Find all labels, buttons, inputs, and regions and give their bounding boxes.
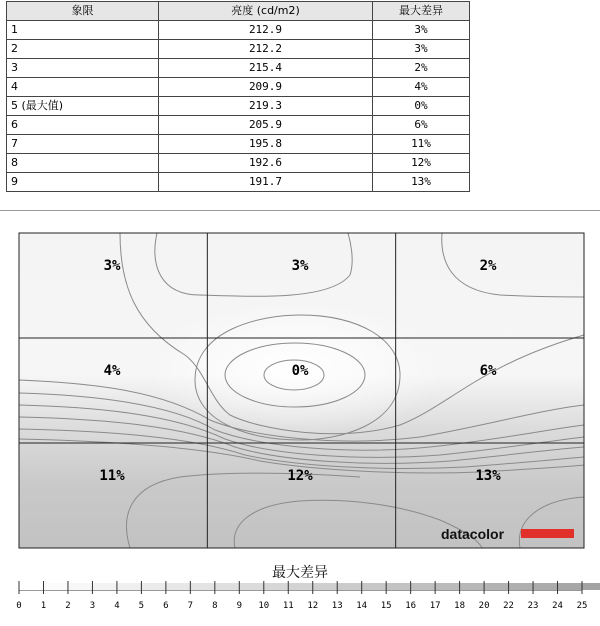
logo-text: datacolor — [441, 526, 505, 542]
scale-tick-label: 25 — [576, 601, 588, 611]
cell-quadrant: 3 — [7, 59, 159, 78]
scale-swatch — [141, 583, 165, 590]
table-row — [7, 40, 470, 59]
scale-tick-label: 24 — [552, 601, 563, 611]
uniformity-heatmap — [0, 215, 600, 560]
cell-brightness: 191.7 — [159, 173, 373, 192]
scale-swatch — [117, 583, 141, 590]
scale-tick-label: 4 — [114, 601, 120, 611]
scale-swatch — [313, 583, 337, 590]
table-header-row — [7, 2, 470, 21]
col-header-max-diff: 最大差异 — [373, 2, 470, 21]
scale-swatch — [337, 583, 361, 590]
scale-tick-label: 15 — [380, 601, 392, 611]
scale-tick-label: 12 — [307, 601, 319, 611]
scale-tick-label: 13 — [331, 601, 343, 611]
table-row — [7, 154, 470, 173]
cell-quadrant: 2 — [7, 40, 159, 59]
scale-swatch — [92, 583, 116, 590]
cell-brightness: 195.8 — [159, 135, 373, 154]
scale-tick-label: 8 — [212, 601, 218, 611]
scale-tick-label: 17 — [429, 601, 441, 611]
cell-brightness: 212.9 — [159, 21, 373, 40]
section-divider — [0, 210, 600, 211]
cell-label: 3% — [103, 258, 121, 274]
cell-max-diff: 13% — [373, 173, 470, 192]
cell-label: 0% — [291, 363, 309, 379]
cell-brightness: 205.9 — [159, 116, 373, 135]
cell-label: 3% — [291, 258, 309, 274]
cell-max-diff: 3% — [373, 40, 470, 59]
scale-tick-label: 0 — [16, 601, 22, 611]
scale-tick-label: 1 — [40, 601, 47, 611]
cell-quadrant: 5 (最大值) — [7, 97, 159, 116]
table-row — [7, 59, 470, 78]
cell-brightness: 212.2 — [159, 40, 373, 59]
cell-quadrant: 8 — [7, 154, 159, 173]
cell-label: 2% — [479, 258, 497, 274]
cell-quadrant: 4 — [7, 78, 159, 97]
scale-title: 最大差异 — [272, 565, 328, 581]
cell-quadrant: 9 — [7, 173, 159, 192]
cell-max-diff: 6% — [373, 116, 470, 135]
uniformity-table — [6, 1, 470, 192]
cell-brightness: 215.4 — [159, 59, 373, 78]
scale-tick-label: 22 — [503, 601, 514, 611]
col-header-quadrant: 象限 — [7, 2, 159, 21]
cell-max-diff: 12% — [373, 154, 470, 173]
scale-swatch — [215, 583, 239, 590]
scale-tick-label: 11 — [282, 601, 294, 611]
scale-swatch — [43, 583, 67, 590]
scale-tick-label: 16 — [405, 601, 417, 611]
table-row — [7, 97, 470, 116]
color-scale — [0, 576, 600, 616]
scale-tick-label: 10 — [258, 601, 270, 611]
scale-swatch — [484, 583, 508, 590]
cell-max-diff: 11% — [373, 135, 470, 154]
table-row — [7, 21, 470, 40]
scale-swatch — [239, 583, 263, 590]
cell-max-diff: 4% — [373, 78, 470, 97]
cell-quadrant: 1 — [7, 21, 159, 40]
cell-label: 12% — [287, 468, 313, 484]
scale-swatch — [582, 583, 600, 590]
scale-swatch — [264, 583, 288, 590]
cell-quadrant: 7 — [7, 135, 159, 154]
scale-tick-label: 14 — [356, 601, 368, 611]
cell-label: 13% — [475, 468, 501, 484]
scale-swatch — [362, 583, 386, 590]
scale-tick-label: 3 — [89, 601, 96, 611]
table-row — [7, 116, 470, 135]
scale-swatch — [411, 583, 435, 590]
scale-swatch — [190, 583, 214, 590]
scale-tick-label: 7 — [187, 601, 194, 611]
logo-bar — [521, 529, 574, 538]
table-row — [7, 78, 470, 97]
cell-max-diff: 0% — [373, 97, 470, 116]
scale-swatch — [288, 583, 312, 590]
cell-brightness: 192.6 — [159, 154, 373, 173]
scale-swatch — [166, 583, 190, 590]
scale-swatch — [533, 583, 557, 590]
scale-tick-label: 9 — [236, 601, 243, 611]
scale-tick-label: 18 — [454, 601, 466, 611]
scale-swatch — [435, 583, 459, 590]
scale-tick-label: 2 — [65, 601, 71, 611]
scale-swatch — [19, 583, 43, 590]
cell-quadrant: 6 — [7, 116, 159, 135]
cell-max-diff: 3% — [373, 21, 470, 40]
cell-brightness: 209.9 — [159, 78, 373, 97]
cell-label: 4% — [103, 363, 121, 379]
scale-swatch — [509, 583, 533, 590]
cell-label: 11% — [99, 468, 125, 484]
col-header-brightness: 亮度 (cd/m2) — [159, 2, 373, 21]
scale-swatch — [460, 583, 484, 590]
table-row — [7, 173, 470, 192]
scale-swatch — [558, 583, 582, 590]
scale-tick-label: 20 — [478, 601, 490, 611]
cell-brightness: 219.3 — [159, 97, 373, 116]
scale-tick-label: 5 — [138, 601, 145, 611]
table-row — [7, 135, 470, 154]
scale-swatch — [68, 583, 92, 590]
scale-swatch — [386, 583, 410, 590]
cell-label: 6% — [479, 363, 497, 379]
cell-max-diff: 2% — [373, 59, 470, 78]
scale-tick-label: 23 — [527, 601, 539, 611]
scale-tick-label: 6 — [163, 601, 169, 611]
